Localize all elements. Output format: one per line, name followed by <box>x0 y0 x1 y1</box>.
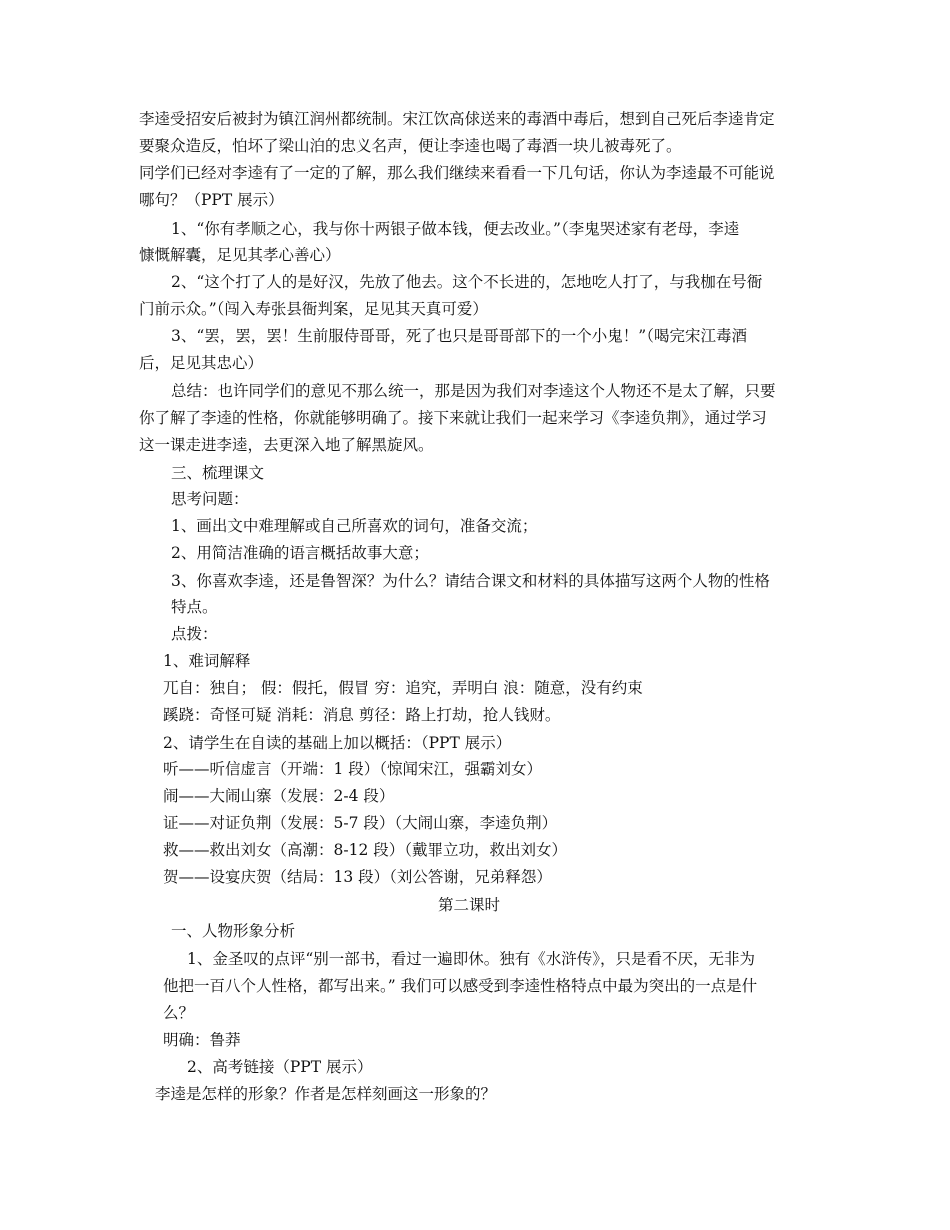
text-line: 1、画出文中难理解或自己所喜欢的词句，准备交流； <box>171 517 538 535</box>
text-line: 3、你喜欢李逵，还是鲁智深？为什么？请结合课文和材料的具体描写这两个人物的性格 <box>171 572 770 590</box>
text-line: 总结：也许同学们的意见不那么统一，那是因为我们对李逵这个人物还不是太了解，只要 <box>171 382 776 400</box>
text-line: 证——对证负荆（发展：5-7 段）（大闹山寨，李逵负荆） <box>163 814 558 832</box>
text-line: 明确：鲁莽 <box>163 1031 241 1049</box>
text-line: 1、“你有孝顺之心，我与你十两银子做本钱，便去改业。”（李鬼哭述家有老母，李逵 <box>171 220 740 238</box>
text-line: 2、请学生在自读的基础上加以概括：（PPT 展示） <box>163 734 512 752</box>
text-line: 1、难词解释 <box>163 652 251 670</box>
text-line: 后，足见其忠心） <box>139 354 264 372</box>
text-line: 蹊跷：奇怪可疑 消耗：消息 剪径：路上打劫，抢人钱财。 <box>163 706 561 724</box>
text-line: 2、“这个打了人的是好汉，先放了他去。这个不长进的，怎地吃人打了，与我枷在号衙 <box>171 273 763 291</box>
text-line: 哪句？（PPT 展示） <box>139 191 284 209</box>
text-line: 李逵受招安后被封为镇江润州都统制。宋江饮高俅送来的毒酒中毒后，想到自己死后李逵肯定 <box>139 110 775 128</box>
text-line: 特点。 <box>171 598 218 616</box>
text-line: 你了解了李逵的性格，你就能够明确了。接下来就让我们一起来学习《李逵负荆》，通过学习 <box>139 409 767 427</box>
text-line: 2、用简洁准确的语言概括故事大意； <box>171 544 429 562</box>
text-line: 这一课走进李逵，去更深入地了解黑旋风。 <box>139 436 434 454</box>
text-line: 慷慨解囊，足见其孝心善心） <box>139 246 341 264</box>
text-line: 李逵是怎样的形象？作者是怎样刻画这一形象的？ <box>155 1085 497 1103</box>
lesson-heading: 第二课时 <box>438 896 501 914</box>
text-line: 思考问题： <box>171 490 249 508</box>
text-line: 点拨： <box>171 625 218 643</box>
text-line: 贺——设宴庆贺（结局：13 段）（刘公答谢，兄弟释怨） <box>163 868 552 886</box>
text-line: 2、高考链接（PPT 展示） <box>187 1058 373 1076</box>
text-line: 闹——大闹山寨（发展：2-4 段） <box>163 787 395 805</box>
text-line: 要聚众造反，怕坏了梁山泊的忠义名声，便让李逵也喝了毒酒一块儿被毒死了。 <box>139 137 682 155</box>
text-line: 3、“罢，罢，罢！生前服侍哥哥，死了也只是哥哥部下的一个小鬼！”（喝完宋江毒酒 <box>171 327 747 345</box>
text-line: 他把一百八个人性格，都写出来。” 我们可以感受到李逵性格特点中最为突出的一点是什 <box>163 977 758 995</box>
text-line: 救——救出刘女（高潮：8-12 段）（戴罪立功，救出刘女） <box>163 841 568 859</box>
text-line: 同学们已经对李逵有了一定的了解，那么我们继续来看看一下几句话，你认为李逵最不可能说 <box>139 164 775 182</box>
section-heading: 一、人物形象分析 <box>171 922 296 940</box>
section-heading: 三、梳理课文 <box>171 464 265 482</box>
text-line: 听——听信虚言（开端：1 段）（惊闻宋江，强霸刘女） <box>163 760 543 778</box>
text-line: 门前示众。”（闯入寿张县衙判案，足见其天真可爱） <box>139 300 488 318</box>
text-line: 1、金圣叹的点评“别一部书，看过一遍即休。独有《水浒传》，只是看不厌，无非为 <box>187 950 756 968</box>
text-line: 兀自：独自； 假：假托，假冒 穷：追究，弄明白 浪：随意，没有约束 <box>163 679 643 697</box>
text-line: 么？ <box>163 1004 195 1022</box>
